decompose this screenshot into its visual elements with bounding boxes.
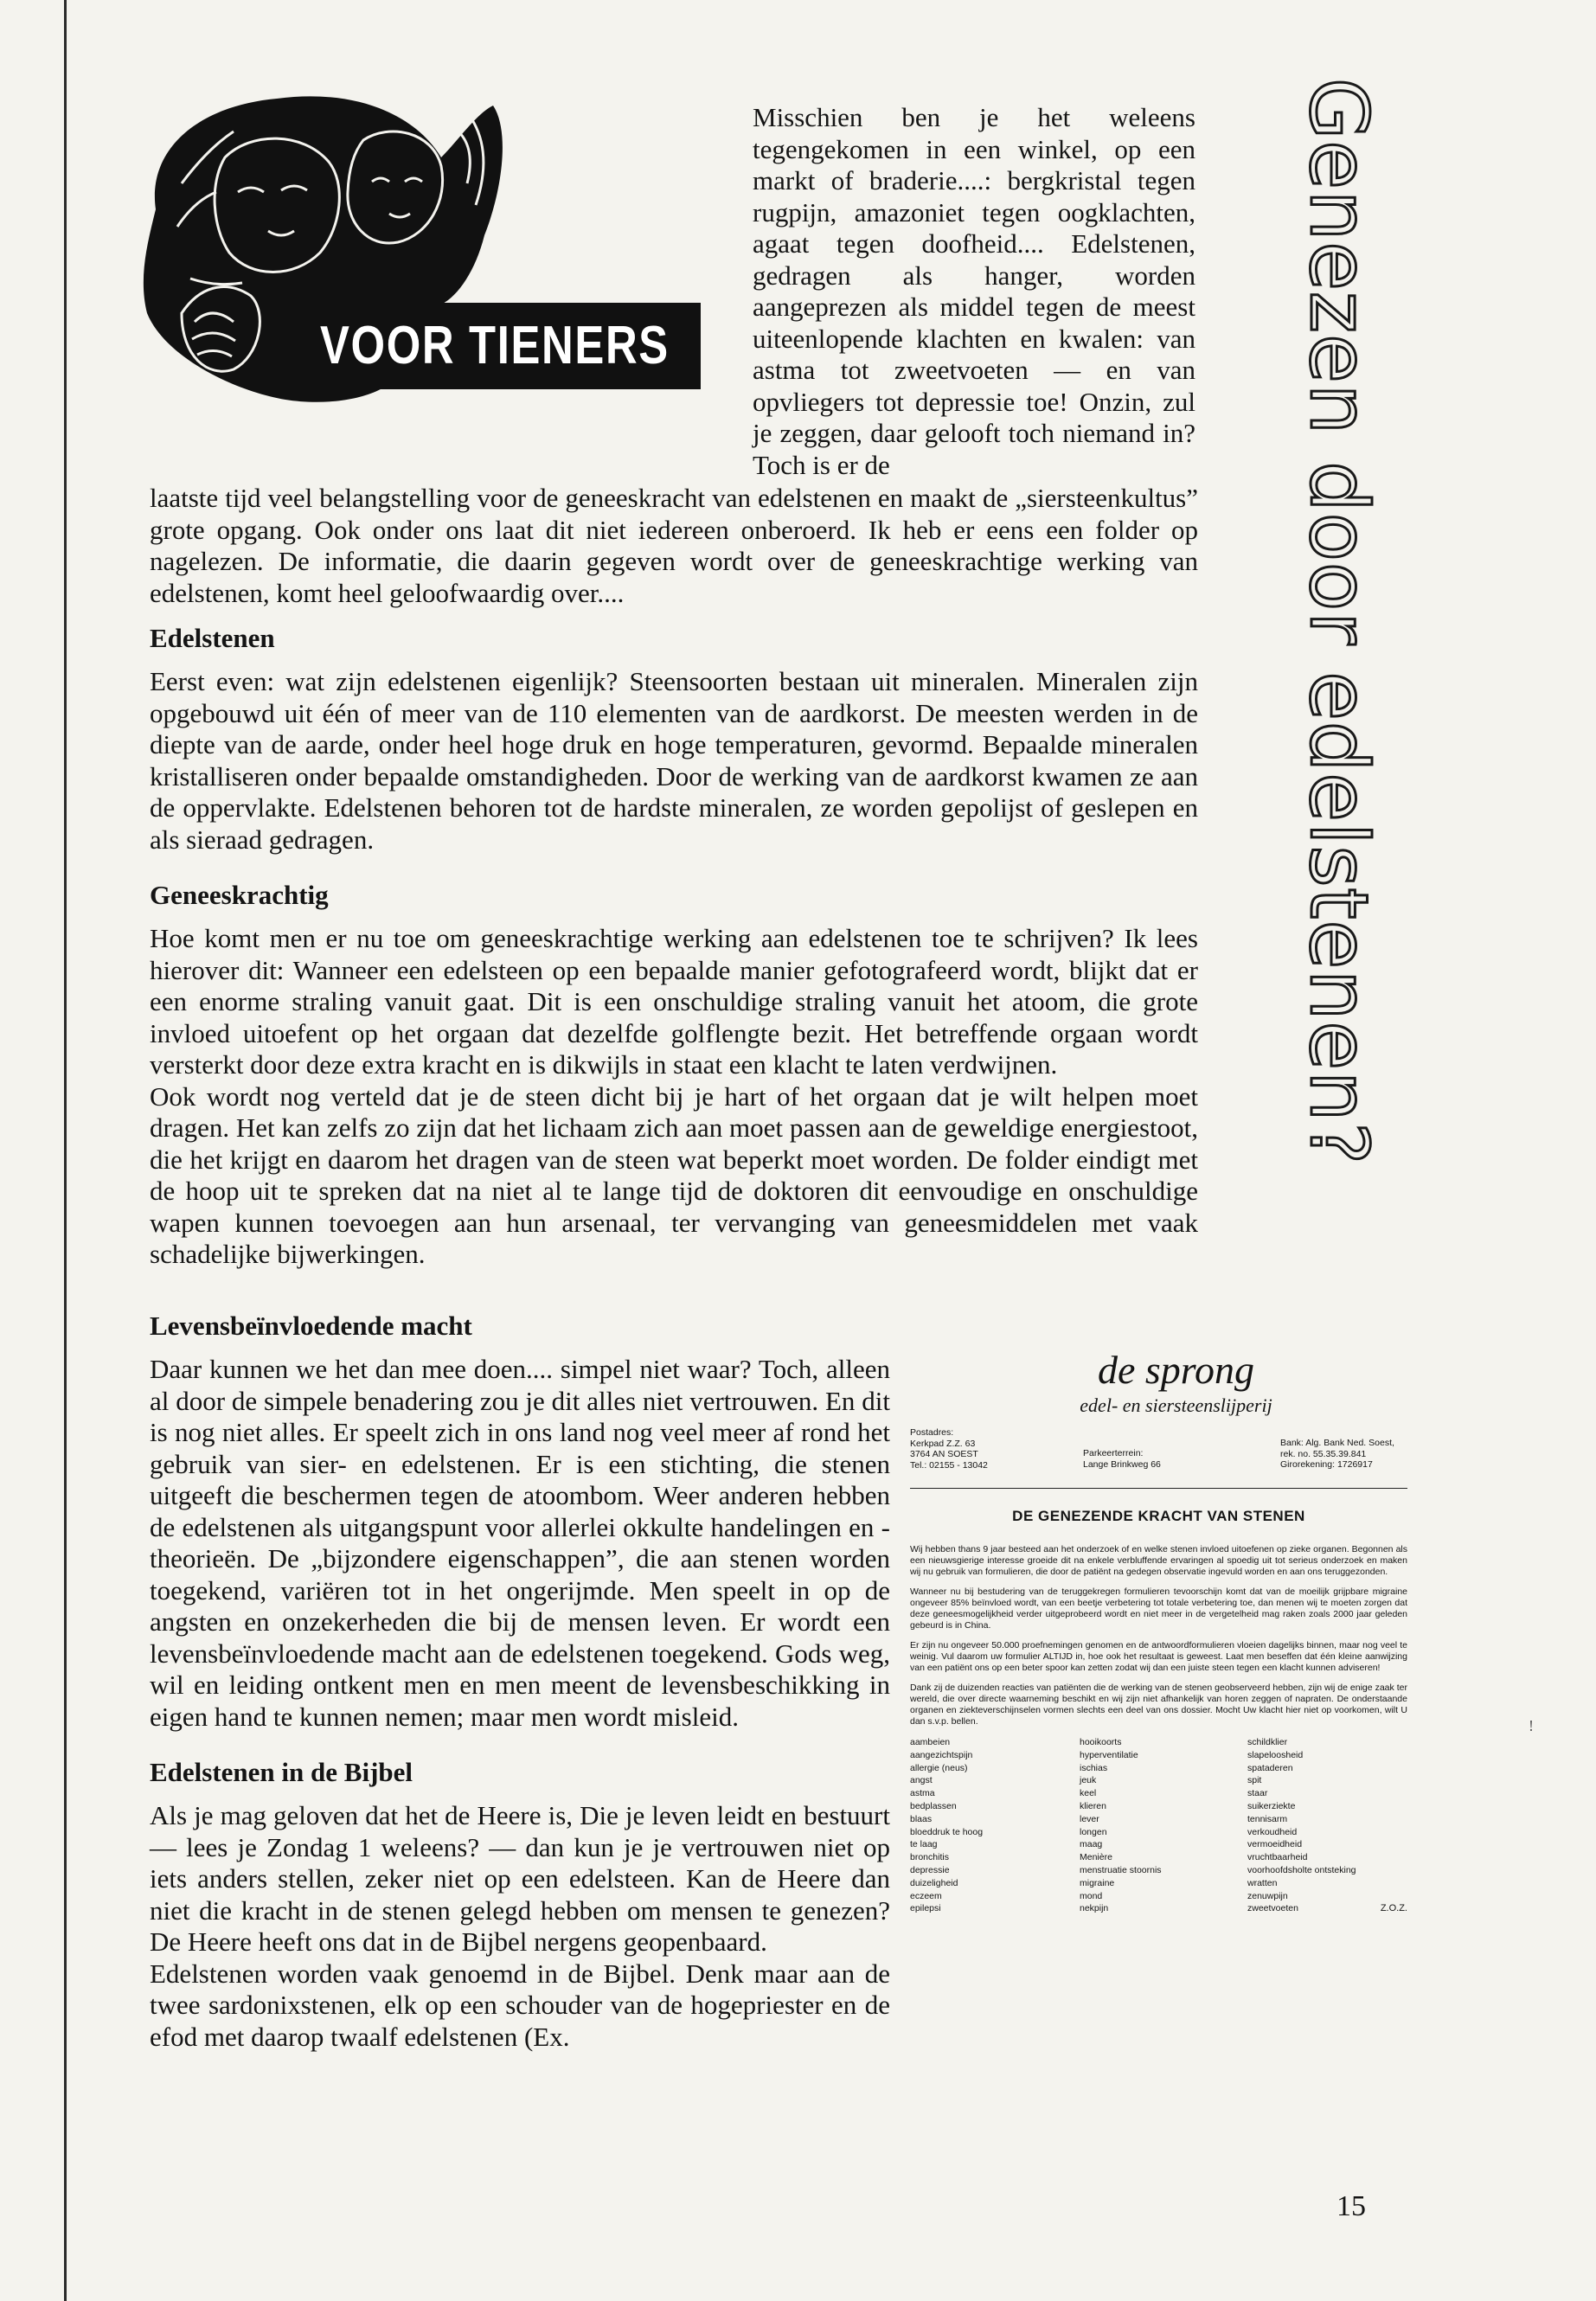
ad-subtitle: edel- en siersteenslijperij (1080, 1394, 1272, 1416)
section-heading: Edelstenen (150, 623, 275, 653)
condition-item: blaas (910, 1813, 933, 1824)
condition-item: zweetvoeten (1247, 1903, 1298, 1914)
section-levensbeinvloedende-macht (150, 1311, 890, 1733)
ad-paragraph: Wanneer nu bij bestudering van de teruggekregen formulieren tevoorschijn komt dat van de moeilijk grijpbare migraine ongeveer 85% beïnvloed wordt, van een beetje verbetering tot totale verbetering toe, dan menen wij te moeten zorgen dat deze geneesmogelijkheid verder uitgeprobeerd wordt en niet meer in de vergetelheid mag raken zoals 2000 jaar geleden gebeurd is in China. (910, 1586, 1407, 1631)
section-paragraph: Ook wordt nog verteld dat je de steen dicht bij je hart of het orgaan dat je wilt helpen moet dragen. Het kan zelfs zo zijn dat het lichaam zich aan moet passen aan de geweldige energiestoot, die het krijgt en daarom het dragen van de steen wat beperkt moet worden. De folder eindigt met de hoop uit te spreken dat na niet al te lange tijd de doktoren dit eenvoudige en onschuldige wapen kunnen toevoegen aan hun arsenaal, ter vervanging van geneesmiddelen met vaak schadelijke bijwerkingen. (150, 1080, 1198, 1269)
section-edelstenen-in-de-bijbel (150, 1757, 890, 2053)
condition-item: vermoeidheid (1247, 1839, 1303, 1850)
section-heading: Levensbeïnvloedende macht (150, 1311, 472, 1341)
condition-item: longen (1080, 1826, 1107, 1837)
logo-title: VOOR TIENERS (320, 316, 670, 375)
condition-item: slapeloosheid (1247, 1749, 1304, 1760)
condition-item: Menière (1080, 1852, 1112, 1863)
section-paragraph: Eerst even: wat zijn edelstenen eigenlijk? Steensoorten bestaan uit mineralen. Mineralen zijn opgebouwd uit één of meer van de 110 elementen van de aardkorst. De meesten werden in de diepte van de aarde, onder heel hoge druk en hoge temperaturen, gevormd. Bepaalde mineralen kristalliseren onder bepaalde omstandigheden. Door de werking van de aardkorst kwamen ze aan de oppervlakte. Edelstenen behoren tot de hardste mineralen, ze worden gepolijst of geslepen en als sieraad gedragen. (150, 666, 1198, 855)
condition-item: bedplassen (910, 1800, 957, 1811)
ad-zoz: Z.O.Z. (1380, 1903, 1407, 1914)
condition-item: angst (910, 1775, 933, 1786)
ad-paragraph: Wij hebben thans 9 jaar besteed aan het onderzoek of en welke stenen invloed uitoefenen op zieke organen. Begonnen als een nieuwsgierige interesse groeide dit na enkele verbluffende ervaringen al spoedig uit tot serieus onderzoek en maken wij nu gebruik van formulieren, die door de patiënt na gedegen observatie ingevuld worden en aan ons teruggezonden. (910, 1544, 1407, 1577)
condition-item: hyperventilatie (1080, 1749, 1138, 1760)
ad-paragraph: Dank zij de duizenden reacties van patiënten die de werking van de stenen geobserveerd hebben, zijn wij de enige zaak ter wereld, die over directe waarneming beschikt en wij zijn niet afhankelijk van horen zeggen of napraten. De onderstaande organen en ziekteverschijnselen vormen slechts een deel van ons dossier. Mocht Uw klacht hier niet op voorkomen, wilt U dan s.v.p. bellen. (910, 1682, 1407, 1727)
folder-advertisement (910, 1349, 1407, 1913)
condition-item: allergie (neus) (910, 1762, 968, 1773)
condition-item: spit (1247, 1775, 1262, 1786)
section-paragraph: Daar kunnen we het dan mee doen.... simpel niet waar? Toch, alleen al door de simpele benadering zou je dit alles niet vertrouwen. En dit is nog niet alles. Er speelt zich in ons land nog veel meer af rond het gebruik van sier- en edelstenen. Er is een stichting, die stenen uitgeeft die beschermen tegen de atoombom. Weer anderen hebben de edelstenen als uitgangspunt voor allerlei okkulte handelingen en -theorieën. De „bijzondere eigenschappen”, die aan stenen worden toegekend, variëren tot in het ongerijmde. Men speelt in op de angsten en onzekerheden die bij de mensen leven. Er wordt een levensbeïnvloedende macht aan de edelstenen toegekend. Gods weg, wil en leiding ontkent men en men meent de levensbeschikking in eigen hand te kunnen nemen; maar men wordt misleid. (150, 1354, 890, 1732)
ad-address-block (910, 1427, 1407, 1488)
condition-item: lever (1080, 1813, 1099, 1824)
vertical-title: Genezen door edelstenen? (1292, 78, 1385, 1166)
ad-bank: Bank: Alg. Bank Ned. Soest, rek. no. 55.35.39.841 Girorekening: 1726917 (1280, 1438, 1394, 1470)
condition-item: suikerziekte (1247, 1800, 1296, 1811)
condition-item: staar (1247, 1788, 1268, 1799)
condition-item: klieren (1080, 1800, 1106, 1811)
section-geneeskrachtig (150, 880, 1198, 1271)
ad-title: DE GENEZENDE KRACHT VAN STENEN (1012, 1508, 1305, 1524)
ad-divider (910, 1488, 1407, 1489)
section-heading: Geneeskrachtig (150, 880, 329, 910)
condition-item: aambeien (910, 1737, 951, 1747)
condition-item: verkoudheid (1247, 1826, 1298, 1837)
condition-item: ischias (1080, 1762, 1108, 1773)
condition-item: astma (910, 1788, 935, 1799)
section-heading: Edelstenen in de Bijbel (150, 1757, 413, 1787)
condition-item: depressie (910, 1864, 950, 1875)
condition-item: mond (1080, 1890, 1103, 1901)
condition-item: vruchtbaarheid (1247, 1852, 1308, 1863)
section-edelstenen (150, 623, 1198, 856)
condition-item: spataderen (1247, 1762, 1293, 1773)
condition-item: menstruatie stoornis (1080, 1864, 1162, 1875)
ad-postal-address: Postadres: Kerkpad Z.Z. 63 3764 AN SOEST Tel.: 02155 - 13042 (910, 1427, 988, 1471)
condition-item: duizeligheid (910, 1877, 958, 1888)
condition-item: maag (1080, 1839, 1103, 1850)
condition-item: nekpijn (1080, 1903, 1109, 1914)
main-article (150, 623, 1198, 1295)
intro-paragraph-right: Misschien ben je het weleens tegengekomen in een winkel, op een markt of braderie....: bergkristal tegen rugpijn, amazoniet tegen oogklachten, agaat tegen doofheid.... Edelstenen, gedragen als hanger, worden aangeprezen als middel tegen de meest uiteenlopende klachten en kwalen: van astma tot zweetvoeten — en van opvliegers tot depressie toe! Onzin, zul je zeggen, daar gelooft toch niemand in? Toch is er de (753, 102, 1195, 480)
left-edge-line (64, 0, 67, 2301)
condition-item: schildklier (1247, 1737, 1288, 1747)
left-column (150, 1311, 890, 2077)
condition-item: eczeem (910, 1890, 942, 1901)
condition-item: jeuk (1080, 1775, 1097, 1786)
condition-item: bloeddruk te hoog (910, 1826, 984, 1837)
condition-item: hooikoorts (1080, 1737, 1122, 1747)
ad-paragraph: Er zijn nu ongeveer 50.000 proefnemingen genomen en de antwoordformulieren vloeien dagelijks binnen, maar nog veel te weinig. Vul daarom uw formulier ALTIJD in, hoe ook het resultaat is geweest. Laat men beseffen dat één kleine aanwijzing van een patiënt ons op een beter spoor kan zetten zodat wij dan een juiste steen tegen een klacht kunnen adviseren! (910, 1640, 1407, 1673)
section-paragraph: Als je mag geloven dat het de Heere is, Die je leven leidt en bestuurt — lees je Zondag 1 weleens? — dan kun je je vertrouwen niet op iets anders stellen, zeker niet op een edelsteen. Kan de Heere dan niet die kracht in de stenen gelegd hebben om mensen te genezen? De Heere heeft ons dat in de Bijbel nergens geopenbaard. (150, 1800, 890, 1957)
section-paragraph: Edelstenen worden vaak genoemd in de Bijbel. Denk maar aan de twee sardonixstenen, elk op een schouder van de hogepriester en de efod met daarop twaalf edelstenen (Ex. (150, 1958, 890, 2052)
intro-paragraph-full: laatste tijd veel belangstelling voor de geneeskracht van edelstenen en maakt de „siersteenkultus” grote opgang. Ook onder ons laat dit niet iedereen onberoerd. Ik heb er eens een folder op nagelezen. De informatie, die daarin gegeven wordt over de geneeskrachtige werking van edelstenen, komt heel geloofwaardig over.... (150, 483, 1198, 608)
stray-mark: ! (1529, 1717, 1534, 1734)
condition-item: keel (1080, 1788, 1097, 1799)
ad-logo: de sprong (1097, 1348, 1254, 1392)
condition-item: te laag (910, 1839, 938, 1850)
ad-parking: Parkeerterrein: Lange Brinkweg 66 (1083, 1448, 1161, 1470)
condition-item: voorhoofdsholte ontsteking (1247, 1864, 1356, 1875)
page-number: 15 (1336, 2190, 1366, 2222)
ad-conditions-list (910, 1736, 1407, 1915)
condition-item: migraine (1080, 1877, 1115, 1888)
condition-item: bronchitis (910, 1852, 949, 1863)
section-paragraph: Hoe komt men er nu toe om geneeskrachtige werking aan edelstenen toe te schrijven? Ik lees hierover dit: Wanneer een edelsteen op een bepaalde manier gefotografeerd wordt, blijkt dat er een enorme straling vanuit gaat. Dit is een onschuldige straling vanuit het atoom, die grote invloed uitoefent op het orgaan dat dezelfde golflengte bezit. Het betreffende orgaan wordt versterkt door deze extra kracht en is dikwijls in staat een klacht te laten verdwijnen. (150, 923, 1198, 1080)
condition-item: tennisarm (1247, 1813, 1288, 1824)
condition-item: aangezichtspijn (910, 1749, 973, 1760)
condition-item: epilepsi (910, 1903, 941, 1914)
condition-item: zenuwpijn (1247, 1890, 1288, 1901)
condition-item: wratten (1247, 1877, 1278, 1888)
